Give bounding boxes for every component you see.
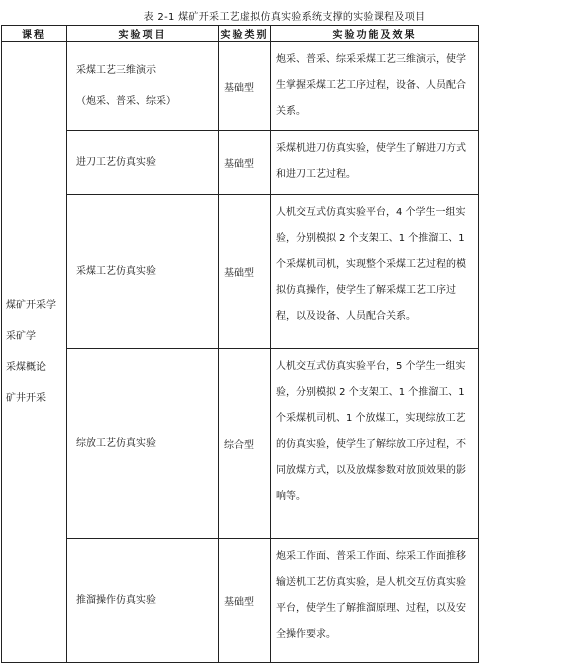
- type-cell: 基础型: [219, 42, 271, 131]
- project-cell: [67, 539, 219, 663]
- course-table: [1, 25, 479, 663]
- project-name: 推溜操作仿真实验: [76, 595, 156, 606]
- project-subtitle: （炮采、普采、综采）: [76, 96, 176, 107]
- project-name: 采煤工艺仿真实验: [76, 266, 156, 277]
- type-cell: 综合型: [219, 349, 271, 539]
- desc-cell: 采煤机进刀仿真实验，使学生了解进刀方式和进刀工艺过程。: [271, 131, 479, 195]
- header-project: 实验项目: [67, 26, 219, 42]
- course-name: 采煤概论: [6, 362, 46, 373]
- header-course: 课程: [2, 26, 67, 42]
- table-caption: 表 2-1 煤矿开采工艺虚拟仿真实验系统支撑的实验课程及项目: [143, 12, 426, 23]
- project-name: 综放工艺仿真实验: [76, 438, 156, 449]
- header-function: 实验功能及效果: [271, 26, 479, 42]
- course-name: 煤矿开采学: [6, 300, 56, 311]
- type-cell: 基础型: [219, 131, 271, 195]
- type-cell: 基础型: [219, 539, 271, 663]
- table-row: [2, 131, 479, 195]
- project-name: 采煤工艺三维演示: [76, 65, 156, 76]
- project-cell: [67, 195, 219, 349]
- header-row: [2, 26, 479, 42]
- desc-cell: 炮采、普采、综采采煤工艺三维演示，使学生掌握采煤工艺工序过程，设备、人员配合关系。: [271, 42, 479, 131]
- type-cell: 基础型: [219, 195, 271, 349]
- course-name: 矿井开采: [6, 393, 46, 404]
- table-row: [2, 349, 479, 539]
- project-cell: [67, 42, 219, 131]
- header-type: 实验类别: [219, 26, 271, 42]
- desc-cell: 人机交互式仿真实验平台，5 个学生一组实验，分别模拟 2 个支架工、1 个推溜工、1 个采煤机司机、1 个放煤工，实现综放工艺的仿真实验，使学生了解综放工序过程，不同放煤方式，以及放煤参数对放顶效果的影响等。: [271, 349, 479, 539]
- table-row: [2, 539, 479, 663]
- project-name: 进刀工艺仿真实验: [76, 157, 156, 168]
- project-cell: [67, 349, 219, 539]
- table-row: [2, 42, 479, 131]
- table-row: [2, 195, 479, 349]
- desc-cell: 炮采工作面、普采工作面、综采工作面推移输送机工艺仿真实验，是人机交互仿真实验平台，使学生了解推溜原理、过程，以及安全操作要求。: [271, 539, 479, 663]
- course-cell: [2, 42, 67, 663]
- course-name: 采矿学: [6, 331, 36, 342]
- project-cell: [67, 131, 219, 195]
- desc-cell: 人机交互式仿真实验平台，4 个学生一组实验，分别模拟 2 个支架工、1 个推溜工、1 个采煤机司机，实现整个采煤工艺过程的模拟仿真操作，使学生了解采煤工艺工序过程，以及设备、人员配合关系。: [271, 195, 479, 349]
